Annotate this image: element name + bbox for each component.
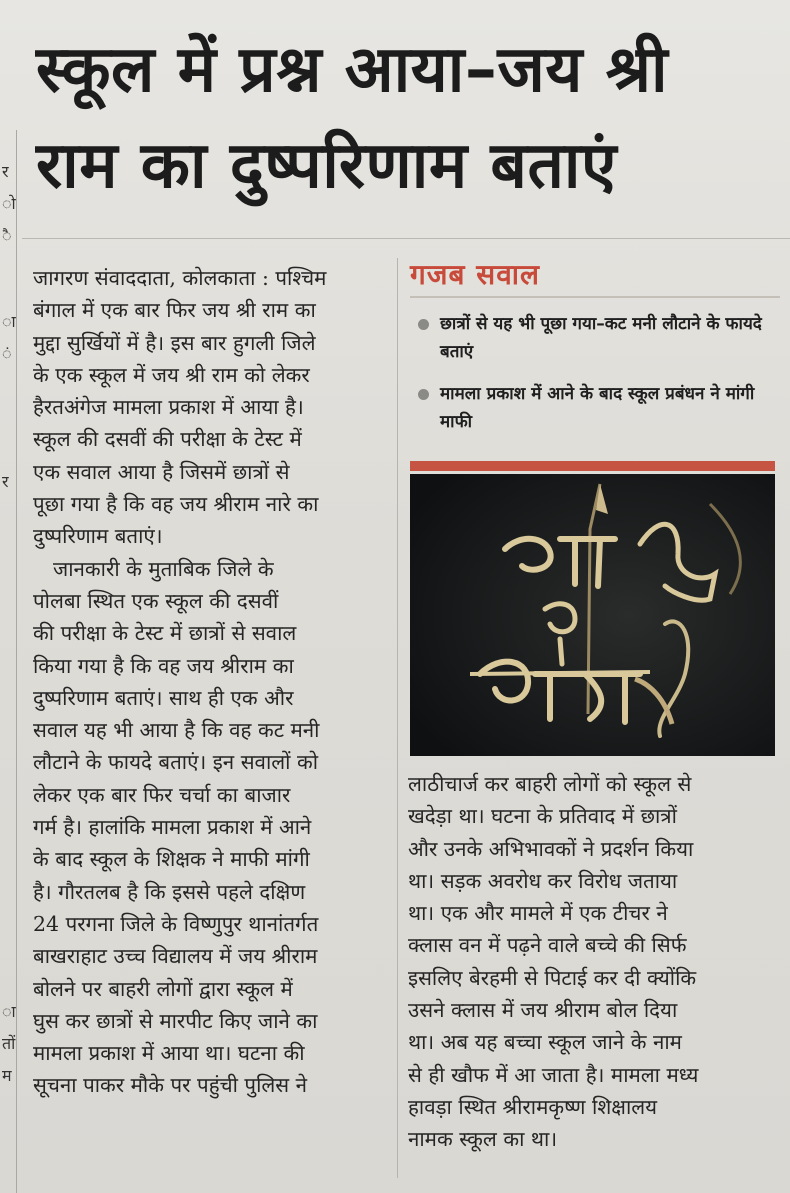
headline-line-2: राम का दुष्परिणाम बताएं bbox=[36, 129, 617, 203]
text-line: था। सड़क अवरोध कर विरोध जताया bbox=[408, 868, 678, 893]
headline-divider bbox=[22, 238, 790, 239]
text-line: एक सवाल आया है जिसमें छात्रों से bbox=[33, 459, 290, 484]
text-line: जानकारी के मुताबिक जिले के bbox=[53, 556, 274, 581]
text-line: मुद्दा सुर्खियों में है। इस बार हुगली जिले bbox=[33, 330, 316, 355]
paragraph-1 bbox=[33, 262, 391, 553]
text-line: स्कूल की दसवीं की परीक्षा के टेस्ट में bbox=[33, 427, 302, 452]
text-line: बाखराहाट उच्च विद्यालय में जय श्रीराम bbox=[33, 944, 318, 969]
text-line: लेकर एक बार फिर चर्चा का बाजार bbox=[33, 782, 291, 807]
text-line: जागरण संवाददाता, कोलकाता : पश्चिम bbox=[33, 266, 327, 290]
text-line: गर्म है। हालांकि मामला प्रकाश में आने bbox=[33, 815, 312, 840]
text-line: बोलने पर बाहरी लोगों द्वारा स्कूल में bbox=[33, 976, 293, 1001]
text-line: सूचना पाकर मौके पर पहुंची पुलिस ने bbox=[33, 1073, 308, 1098]
text-line: के बाद स्कूल के शिक्षक ने माफी मांगी bbox=[33, 847, 310, 872]
headline bbox=[36, 22, 776, 214]
warrior-silhouette-icon bbox=[410, 474, 775, 756]
text-line: उसने क्लास में जय श्रीराम बोल दिया bbox=[408, 998, 678, 1023]
text-line: नामक स्कूल का था। bbox=[408, 1127, 558, 1152]
bullet-icon bbox=[418, 319, 429, 330]
text-line: से ही खौफ में आ जाता है। मामला मध्य bbox=[408, 1062, 699, 1087]
margin-fragment: तों bbox=[2, 1034, 16, 1053]
text-line: दुष्परिणाम बताएं। साथ ही एक और bbox=[33, 685, 294, 710]
margin-fragment: म bbox=[2, 1066, 12, 1085]
text-line: क्लास वन में पढ़ने वाले बच्चे की सिर्फ bbox=[408, 933, 687, 958]
margin-fragment: ो bbox=[2, 194, 16, 213]
text-line: और उनके अभिभावकों ने प्रदर्शन किया bbox=[408, 836, 694, 861]
text-line: 24 परगना जिले के विष्णुपुर थानांतर्गत bbox=[33, 911, 319, 936]
margin-fragment: ै bbox=[2, 226, 12, 245]
text-line: दुष्परिणाम बताएं। bbox=[33, 524, 163, 549]
text-line: हावड़ा स्थित श्रीरामकृष्ण शिक्षालय bbox=[408, 1094, 658, 1119]
margin-fragment: ा bbox=[2, 1002, 16, 1021]
margin-fragment: ं bbox=[2, 344, 12, 363]
photo-accent-bar bbox=[410, 461, 775, 471]
list-item bbox=[414, 380, 780, 436]
margin-fragment: र bbox=[2, 162, 9, 181]
bullet-text: मामला प्रकाश में आने के बाद स्कूल प्रबंधन ने मांगी माफी bbox=[440, 384, 755, 432]
list-item bbox=[414, 310, 780, 366]
sidebar-bullets bbox=[414, 310, 780, 450]
sidebar-title: गजब सवाल bbox=[410, 258, 541, 291]
headline-line-1: स्कूल में प्रश्न आया–जय श्री bbox=[36, 33, 669, 107]
margin-fragment: र bbox=[2, 472, 9, 491]
paragraph-2 bbox=[33, 553, 391, 1102]
text-line: सवाल यह भी आया है कि वह कट मनी bbox=[33, 718, 320, 743]
margin-fragment: ा bbox=[2, 312, 16, 331]
text-line: है। गौरतलब है कि इससे पहले दक्षिण bbox=[33, 879, 306, 904]
column-divider bbox=[397, 258, 398, 1178]
text-line: की परीक्षा के टेस्ट में छात्रों से सवाल bbox=[33, 621, 297, 646]
article-column-2 bbox=[408, 768, 763, 1156]
text-line: किया गया है कि वह जय श्रीराम का bbox=[33, 653, 294, 678]
text-line: पूछा गया है कि वह जय श्रीराम नारे का bbox=[33, 492, 319, 517]
text-line: पोलबा स्थित एक स्कूल की दसवीं bbox=[33, 588, 279, 613]
text-line: के एक स्कूल में जय श्री राम को लेकर bbox=[33, 362, 310, 387]
bullet-icon bbox=[418, 389, 429, 400]
text-line: मामला प्रकाश में आया था। घटना की bbox=[33, 1041, 305, 1066]
article-photo bbox=[410, 474, 775, 756]
text-line: लौटाने के फायदे बताएं। इन सवालों को bbox=[33, 750, 319, 775]
bullet-text: छात्रों से यह भी पूछा गया–कट मनी लौटाने के फायदे बताएं bbox=[440, 314, 762, 362]
text-line: था। एक और मामले में एक टीचर ने bbox=[408, 901, 668, 926]
text-line: हैरतअंगेज मामला प्रकाश में आया है। bbox=[33, 395, 304, 420]
text-line: बंगाल में एक बार फिर जय श्री राम का bbox=[33, 298, 316, 323]
text-line: घुस कर छात्रों से मारपीट किए जाने का bbox=[33, 1008, 318, 1033]
text-line: इसलिए बेरहमी से पिटाई कर दी क्योंकि bbox=[408, 965, 697, 990]
sidebar-divider bbox=[410, 296, 780, 298]
text-line: लाठीचार्ज कर बाहरी लोगों को स्कूल से bbox=[408, 772, 692, 796]
adjacent-column-fragment bbox=[0, 130, 17, 1193]
article-column-1 bbox=[33, 262, 391, 1102]
text-line: था। अब यह बच्चा स्कूल जाने के नाम bbox=[408, 1030, 682, 1055]
text-line: खदेड़ा था। घटना के प्रतिवाद में छात्रों bbox=[408, 804, 677, 829]
